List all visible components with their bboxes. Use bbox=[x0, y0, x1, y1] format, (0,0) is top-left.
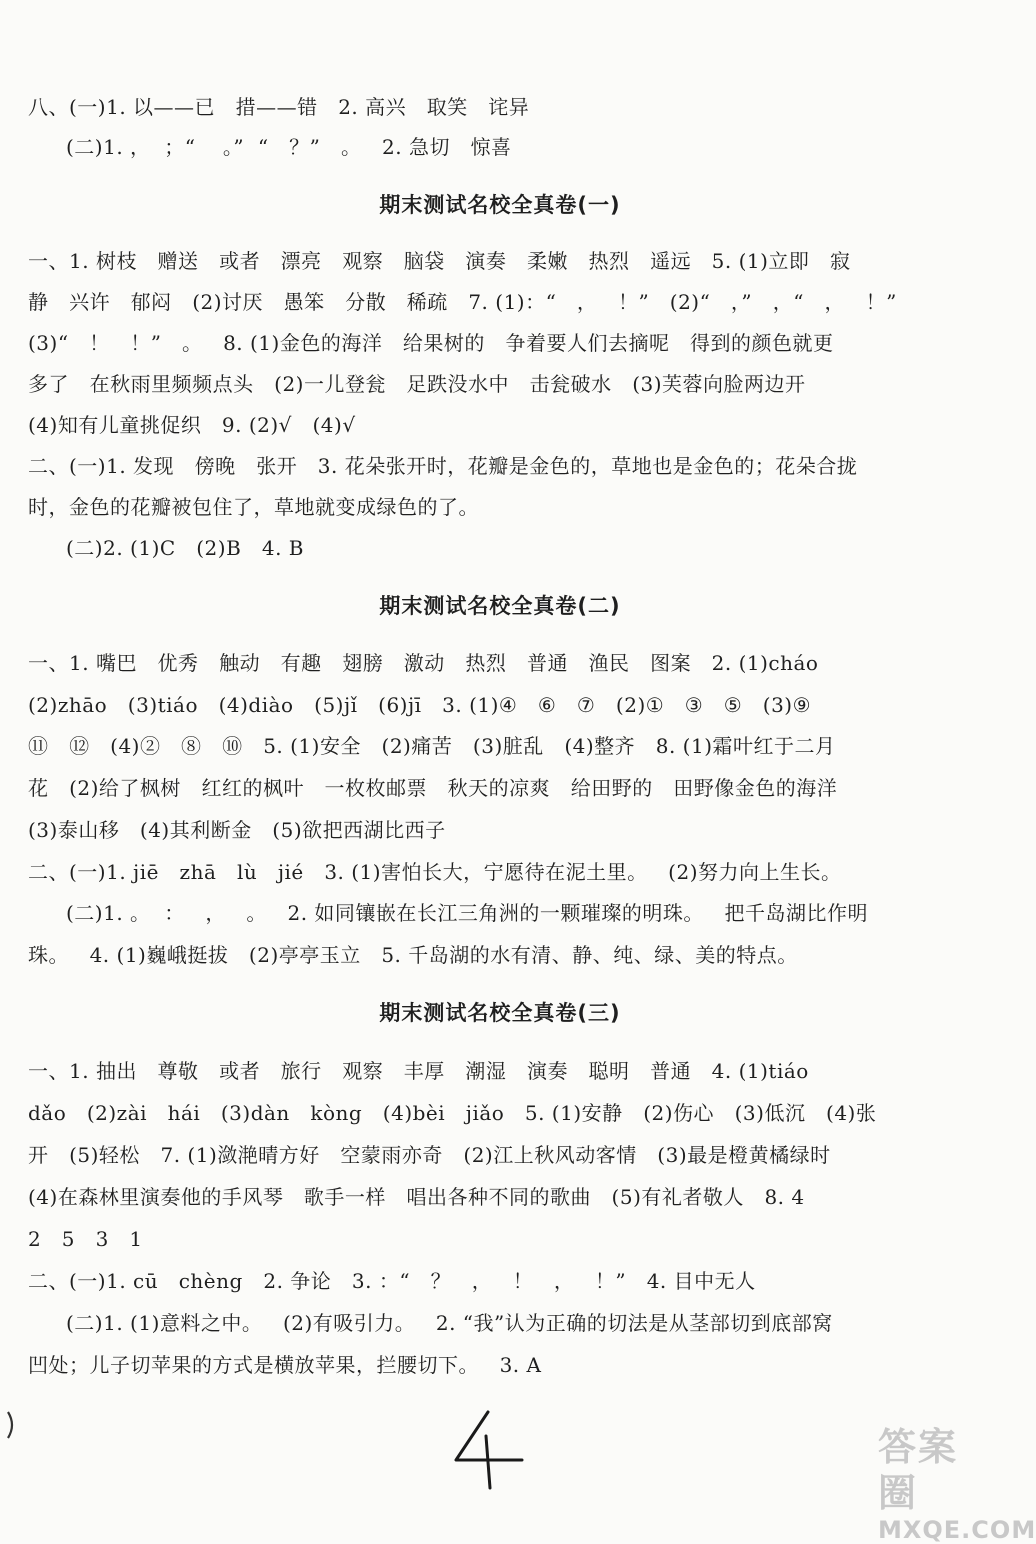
section-title-3: 期末测试名校全真卷(三) bbox=[379, 1001, 621, 1025]
answer-line: dǎo (2)zài hái (3)dàn kòng (4)bèi jiǎo 5. (1)安静 (2)伤心 (3)低沉 (4)张 bbox=[28, 1101, 877, 1125]
answer-line: 二、(一)1. cū chèng 2. 争论 3. ：“ ？ ， ！ ， ！” 4. 目中无人 bbox=[28, 1269, 756, 1293]
answer-line: (4)知有儿童挑促织 9. (2)√ (4)√ bbox=[28, 413, 356, 437]
answer-line: (3)“ ！ ！” 。 8. (1)金色的海洋 给果树的 争着要人们去摘呢 得到的颜色就更 bbox=[28, 331, 834, 355]
answer-line: (4)在森林里演奏他的手风琴 歌手一样 唱出各种不同的歌曲 (5)有礼者敬人 8. 4 bbox=[28, 1185, 805, 1209]
answer-line: 珠。 4. (1)巍峨挺拔 (2)亭亭玉立 5. 千岛湖的水有清、静、纯、绿、美的特点。 bbox=[28, 943, 798, 967]
answer-line: 二、(一)1. 发现 傍晚 张开 3. 花朵张开时，花瓣是金色的，草地也是金色的；花朵合拢 bbox=[28, 454, 858, 478]
answer-line: 时，金色的花瓣被包住了，草地就变成绿色的了。 bbox=[28, 495, 479, 519]
answer-line: (二)1. ， ；“ 。” “ ？” 。 2. 急切 惊喜 bbox=[66, 135, 512, 159]
answer-line: 一、1. 抽出 尊敬 或者 旅行 观察 丰厚 潮湿 演奏 聪明 普通 4. (1)tiáo bbox=[28, 1059, 809, 1083]
answer-line: 花 (2)给了枫树 红红的枫叶 一枚枚邮票 秋天的凉爽 给田野的 田野像金色的海洋 bbox=[28, 776, 838, 800]
watermark-top-text: 答案圈 bbox=[878, 1425, 959, 1515]
answer-line: 多了 在秋雨里频频点头 (2)一儿登瓮 足跌没水中 击瓮破水 (3)芙蓉向脸两边开 bbox=[28, 372, 806, 396]
answer-line: 八、(一)1. 以——已 措——错 2. 高兴 取笑 诧异 bbox=[28, 95, 530, 119]
answer-line: 开 (5)轻松 7. (1)潋滟晴方好 空蒙雨亦奇 (2)江上秋风动客情 (3)最是橙黄橘绿时 bbox=[28, 1143, 831, 1167]
answer-line: 静 兴许 郁闷 (2)讨厌 愚笨 分散 稀疏 7. (1)：“ ， ！” (2)“ ，” ，“ ， ！” bbox=[28, 290, 897, 314]
section-title-2: 期末测试名校全真卷(二) bbox=[379, 594, 621, 618]
answer-line: (3)泰山移 (4)其利断金 (5)欲把西湖比西子 bbox=[28, 818, 446, 842]
answer-line: (2)zhāo (3)tiáo (4)diào (5)jǐ (6)jī 3. (1)④ ⑥ ⑦ (2)① ③ ⑤ (3)⑨ bbox=[28, 693, 812, 717]
answer-line: 二、(一)1. jiē zhā lù jié 3. (1)害怕长大，宁愿待在泥土里。 (2)努力向上生长。 bbox=[28, 860, 842, 884]
answer-line: ⑪ ⑫ (4)② ⑧ ⑩ 5. (1)安全 (2)痛苦 (3)脏乱 (4)整齐 8. (1)霜叶红于二月 bbox=[28, 734, 836, 758]
watermark-logo bbox=[878, 1424, 1036, 1544]
answer-line: 一、1. 树枝 赠送 或者 漂亮 观察 脑袋 演奏 柔嫩 热烈 遥远 5. (1)立即 寂 bbox=[28, 249, 851, 273]
answer-line: 2 5 3 1 bbox=[28, 1227, 143, 1251]
watermark-bottom-text: MXQE.COM bbox=[878, 1516, 1036, 1544]
answer-line: (二)1. (1)意料之中。 (2)有吸引力。 2. “我”认为正确的切法是从茎部切到底部窝 bbox=[66, 1311, 833, 1335]
handwritten-page-number bbox=[440, 1410, 540, 1490]
answer-line: 凹处；儿子切苹果的方式是横放苹果，拦腰切下。 3. A bbox=[28, 1353, 542, 1377]
margin-bracket-mark bbox=[4, 1410, 18, 1440]
section-title-1: 期末测试名校全真卷(一) bbox=[379, 193, 621, 217]
answer-line: (二)2. (1)C (2)B 4. B bbox=[66, 536, 304, 560]
answer-line: 一、1. 嘴巴 优秀 触动 有趣 翅膀 激动 热烈 普通 渔民 图案 2. (1)cháo bbox=[28, 651, 819, 675]
answer-line: (二)1. 。 ： ， 。 2. 如同镶嵌在长江三角洲的一颗璀璨的明珠。 把千岛湖比作明 bbox=[66, 901, 868, 925]
